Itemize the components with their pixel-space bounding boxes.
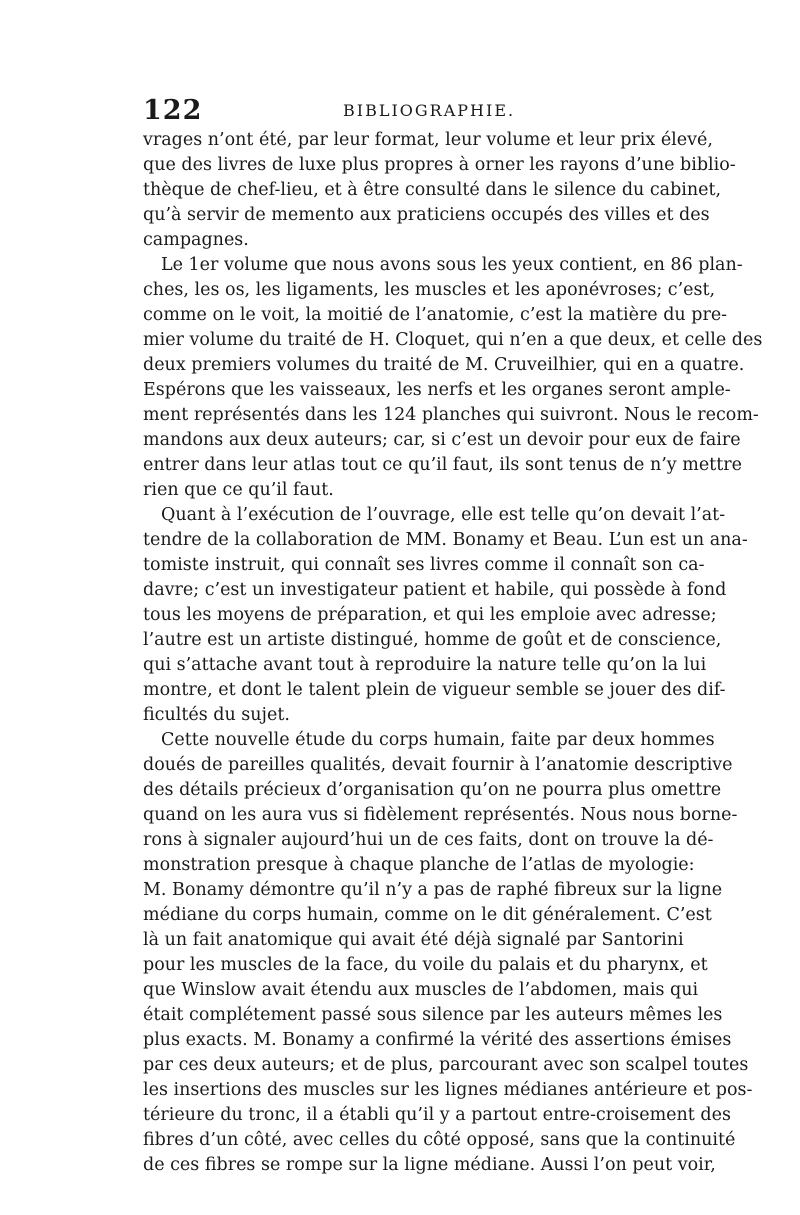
- text-line: que des livres de luxe plus propres à orner les rayons d’une biblio-: [143, 155, 736, 175]
- text-line: fibres d’un côté, avec celles du côté opposé, sans que la continuité: [143, 1130, 736, 1150]
- text-line: qu’à servir de memento aux praticiens occupés des villes et des: [143, 205, 710, 225]
- text-line: médiane du corps humain, comme on le dit généralement. C’est: [143, 905, 712, 925]
- text-line: tomiste instruit, qui connaît ses livres comme il connaît son ca-: [143, 555, 705, 575]
- text-line: Quant à l’exécution de l’ouvrage, elle est telle qu’on devait l’at-: [161, 505, 726, 525]
- text-line: montre, et dont le talent plein de vigueur semble se jouer des dif-: [143, 680, 726, 700]
- text-line: était complétement passé sous silence par les auteurs mêmes les: [143, 1005, 723, 1025]
- text-line: des détails précieux d’organisation qu’on ne pourra plus omettre: [143, 780, 722, 800]
- text-line: par ces deux auteurs; et de plus, parcourant avec son scalpel toutes: [143, 1055, 749, 1075]
- text-line: tous les moyens de préparation, et qui les emploie avec adresse;: [143, 605, 717, 625]
- text-line: pour les muscles de la face, du voile du palais et du pharynx, et: [143, 955, 708, 975]
- page-header: [143, 95, 661, 125]
- text-line: deux premiers volumes du traité de M. Cruveilhier, qui en a quatre.: [143, 355, 745, 375]
- text-line: doués de pareilles qualités, devait fournir à l’anatomie descriptive: [143, 755, 733, 775]
- text-line: thèque de chef-lieu, et à être consulté dans le silence du cabinet,: [143, 180, 722, 200]
- text-line: mandons aux deux auteurs; car, si c’est un devoir pour eux de faire: [143, 430, 741, 450]
- text-line: térieure du tronc, il a établi qu’il y a partout entre-croisement des: [143, 1105, 731, 1125]
- text-line: de ces fibres se rompe sur la ligne médiane. Aussi l’on peut voir,: [143, 1155, 716, 1175]
- text-line: tendre de la collaboration de MM. Bonamy et Beau. L’un est un ana-: [143, 530, 748, 550]
- text-line: l’autre est un artiste distingué, homme de goût et de conscience,: [143, 630, 722, 650]
- text-line: davre; c’est un investigateur patient et habile, qui possède à fond: [143, 580, 727, 600]
- text-line: que Winslow avait étendu aux muscles de l’abdomen, mais qui: [143, 980, 699, 1000]
- text-line: M. Bonamy démontre qu’il n’y a pas de raphé fibreux sur la ligne: [143, 880, 723, 900]
- text-line: plus exacts. M. Bonamy a confirmé la vérité des assertions émises: [143, 1030, 732, 1050]
- text-line: vrages n’ont été, par leur format, leur volume et leur prix élevé,: [143, 130, 713, 150]
- text-line: rons à signaler aujourd’hui un de ces faits, dont on trouve la dé-: [143, 830, 714, 850]
- running-head: BIBLIOGRAPHIE.: [343, 101, 516, 120]
- text-line: ches, les os, les ligaments, les muscles et les aponévroses; c’est,: [143, 280, 716, 300]
- text-line: Le 1er volume que nous avons sous les yeux contient, en 86 plan-: [161, 255, 743, 275]
- text-line: monstration presque à chaque planche de l’atlas de myologie:: [143, 855, 695, 875]
- text-line: mier volume du traité de H. Cloquet, qui n’en a que deux, et celle des: [143, 330, 763, 350]
- text-line: Espérons que les vaisseaux, les nerfs et les organes seront ample-: [143, 380, 731, 400]
- text-line: là un fait anatomique qui avait été déjà signalé par Santorini: [143, 930, 684, 950]
- text-line: campagnes.: [143, 230, 249, 250]
- text-line: qui s’attache avant tout à reproduire la nature telle qu’on la lui: [143, 655, 707, 675]
- text-line: Cette nouvelle étude du corps humain, faite par deux hommes: [161, 730, 715, 750]
- text-line: entrer dans leur atlas tout ce qu’il faut, ils sont tenus de n’y mettre: [143, 455, 742, 475]
- text-line: rien que ce qu’il faut.: [143, 480, 334, 500]
- text-line: ment représentés dans les 124 planches qui suivront. Nous le recom-: [143, 405, 759, 425]
- text-line: comme on le voit, la moitié de l’anatomie, c’est la matière du pre-: [143, 305, 728, 325]
- body-text: [143, 128, 763, 1178]
- text-line: ficultés du sujet.: [143, 705, 290, 725]
- text-line: les insertions des muscles sur les lignes médianes antérieure et pos-: [143, 1080, 753, 1100]
- text-line: quand on les aura vus si fidèlement représentés. Nous nous borne-: [143, 805, 738, 825]
- page-number: 122: [143, 95, 203, 126]
